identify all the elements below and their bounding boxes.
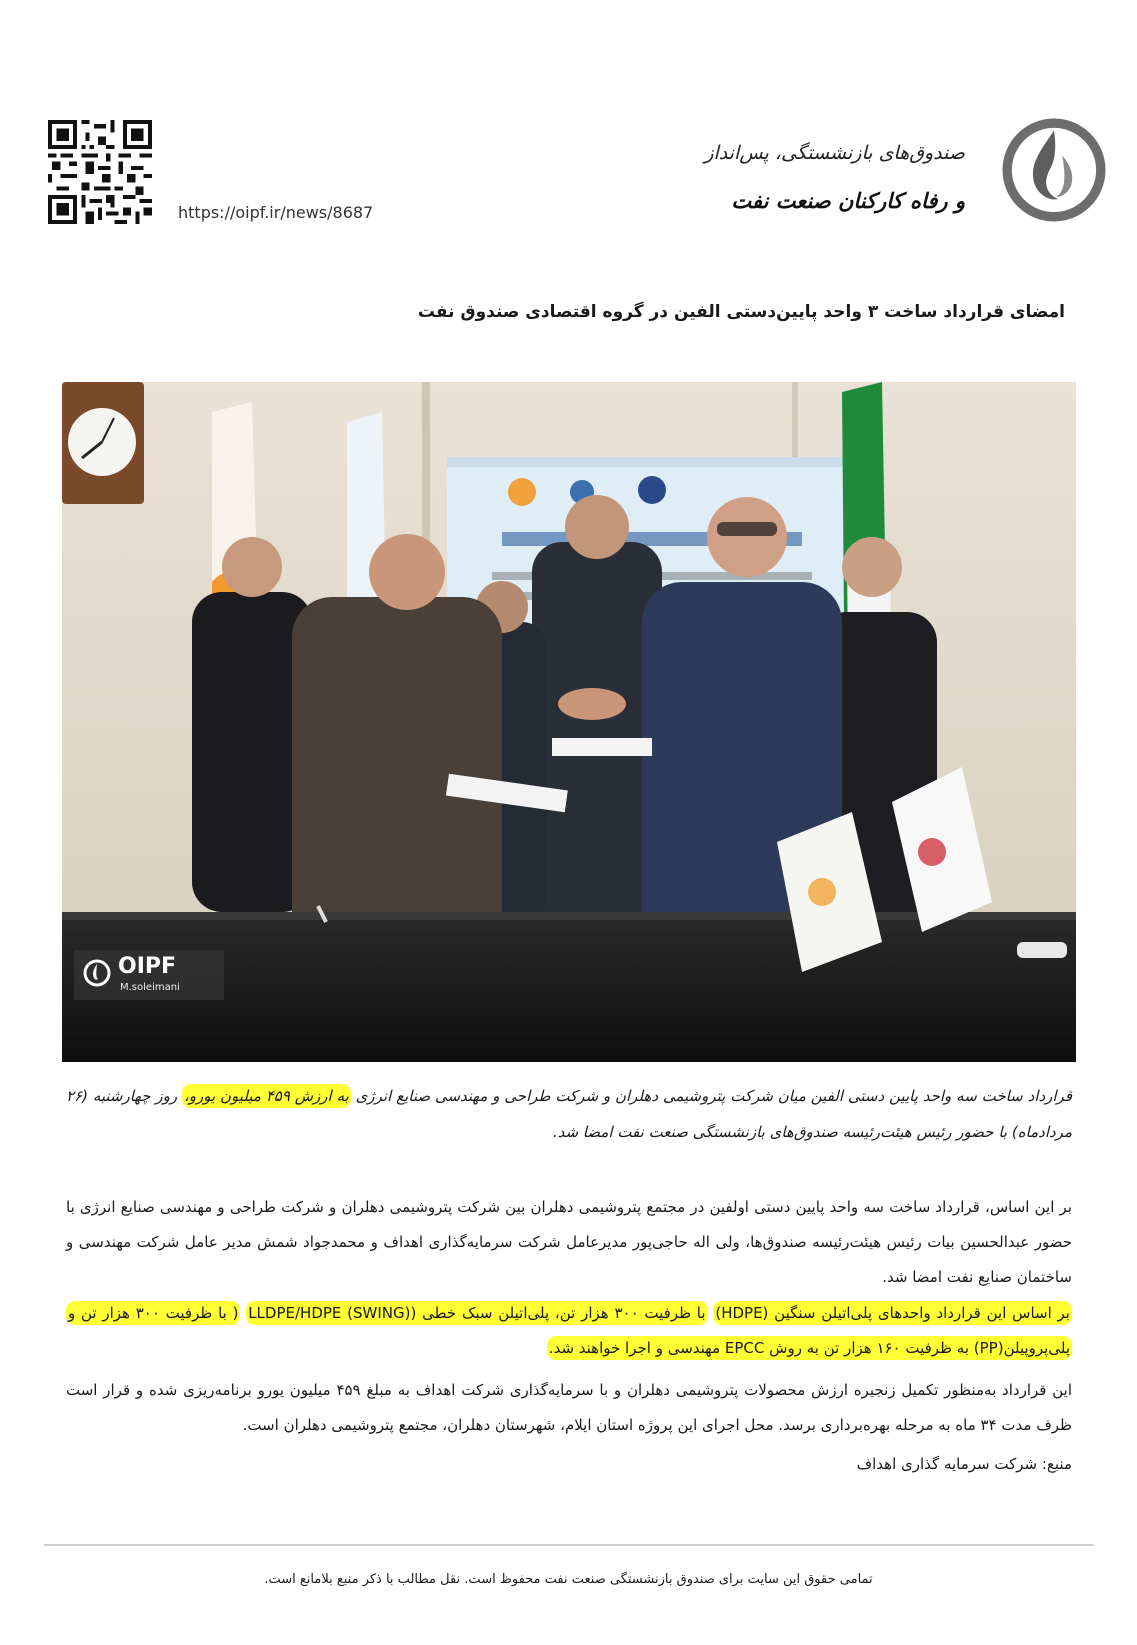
footer-copyright: تمامی حقوق این سایت برای صندوق بازنشستگی صنعت نفت محفوظ است. نقل مطالب با ذکر منبع بلامانع است. <box>264 1572 873 1587</box>
article-photo <box>62 382 1076 1062</box>
article-title: امضای قرارداد ساخت ۳ واحد پایین‌دستی الفین در گروه اقتصادی صندوق نفت <box>417 302 1065 322</box>
photo-caption <box>66 1078 1072 1150</box>
highlight-lldpe: با ظرفیت ۳۰۰ هزار تن، پلی‌اتیلن سبک خطی (LLDPE/HDPE (SWING) <box>246 1301 707 1325</box>
qr-code <box>48 120 152 224</box>
footer-divider <box>44 1544 1094 1546</box>
article-source: منبع: شرکت سرمایه گذاری اهداف <box>856 1455 1072 1473</box>
body-paragraph-2 <box>66 1296 1072 1366</box>
watermark-brand: OIPF <box>118 954 177 979</box>
watermark-logo-icon <box>82 958 112 988</box>
article-url[interactable]: https://oipf.ir/news/8687 <box>178 203 374 222</box>
body-paragraph-1: بر این اساس، قرارداد ساخت سه واحد پایین دستی اولفین در مجتمع پتروشیمی دهلران بین شرکت پتروشیمی دهلران و شرکت طراحی و مهندسی صنایع انرژی با حضور عبدالحسین بیات رئیس هیئت‌رئیسه صندوق‌ها، ولی اله حاجی‌پور مدیرعامل شرکت سرمایه‌گذاری اهداف و محمدجواد شمش مدیر عامل شرکت مهندسی و ساختمان صنایع نفت امضا شد. <box>66 1198 1072 1286</box>
photo-credit: M.soleimani <box>120 982 180 993</box>
caption-text-end: روز چهارشنبه (۲۶ مردادماه) با حضور رئیس هیئت‌رئیسه صندوق‌های بازنشستگی صنعت نفت امضا شد. <box>66 1087 1072 1141</box>
org-name-line1: صندوق‌های بازنشستگی، پس‌انداز <box>704 142 965 164</box>
photo-watermark <box>74 950 224 1000</box>
caption-text-start: قرارداد ساخت سه واحد پایین دستی الفین میان شرکت پتروشیمی دهلران و شرکت طراحی و مهندسی صنایع انرژی <box>350 1087 1072 1105</box>
oil-fund-logo-icon <box>1002 118 1106 222</box>
body-paragraph-3: این قرارداد به‌منظور تکمیل زنجیره ارزش محصولات پتروشیمی دهلران و با سرمایه‌گذاری شرکت اهداف به مبلغ ۴۵۹ میلیون یورو برنامه‌ریزی شده و قرار است ظرف مدت ۳۴ ماه به مرحله بهره‌برداری برسد. محل اجرای این پروژه استان ایلام، شهرستان دهلران، مجتمع پتروشیمی دهلران است. <box>66 1381 1073 1434</box>
org-name-line2: و رفاه کارکنان صنعت نفت <box>731 188 965 213</box>
caption-highlight: به ارزش ۴۵۹ میلیون یورو، <box>182 1084 351 1108</box>
highlight-hdpe: بر اساس این قرارداد واحدهای پلی‌اتیلن سنگین (HDPE) <box>713 1301 1072 1325</box>
highlight-pp: ( با ظرفیت ۳۰۰ هزار تن و پلی‌پروپیلن(PP) به ظرفیت ۱۶۰ هزار تن به روش EPCC مهندسی و اجرا خواهند شد. <box>66 1301 1072 1360</box>
